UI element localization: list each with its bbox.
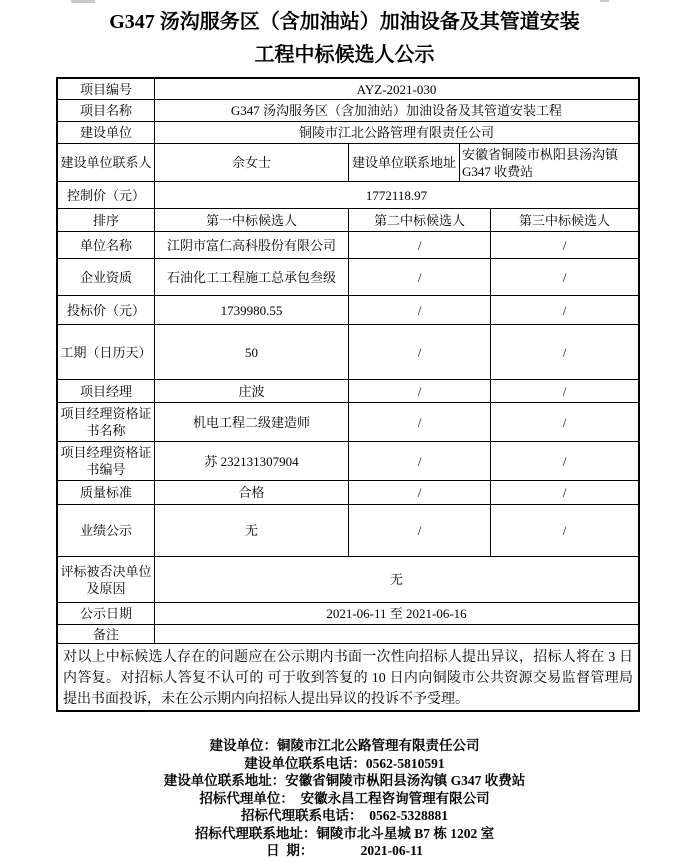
table-row-rejected <box>58 557 638 603</box>
table-row-project-number <box>58 79 638 100</box>
contact-address-label: 建设单位联系地址 <box>349 144 460 181</box>
screenshot-artifact-left <box>71 0 95 3</box>
bid-price-third: / <box>562 302 567 318</box>
table-row-contact <box>58 144 638 182</box>
rank-header-first: 第一中标候选人 <box>155 209 349 231</box>
rank-header-second: 第二中标候选人 <box>349 209 491 231</box>
project-manager-third: / <box>562 383 567 399</box>
duration-third: / <box>562 344 567 360</box>
table-row-bid-price <box>58 296 638 325</box>
remarks-value <box>155 625 638 643</box>
publicity-date-label: 公示日期 <box>58 603 155 624</box>
cert-name-first: 机电工程二级建造师 <box>155 403 349 441</box>
project-manager-label: 项目经理 <box>58 380 155 402</box>
signature-agent-phone: 招标代理联系电话： 0562-5328881 <box>241 808 448 823</box>
project-number-value: AYZ-2021-030 <box>356 81 437 97</box>
qualification-second: / <box>349 259 491 295</box>
cert-number-second: / <box>349 442 491 480</box>
cert-number-label: 项目经理资格证书编号 <box>58 442 155 480</box>
publicity-date-value: 2021-06-11 至 2021-06-16 <box>326 606 467 621</box>
table-row-control-price <box>58 182 638 209</box>
table-row-project-name <box>58 100 638 122</box>
signature-agent-address: 招标代理联系地址：铜陵市北斗星城 B7 栋 1202 室 <box>194 825 495 841</box>
rank-header-label: 排序 <box>58 209 155 231</box>
objection-notice: 对以上中标候选人存在的问题应在公示期内书面一次性向招标人提出异议，招标人将在 3 日内答复。对招标人答复不认可的 可于收到答复的 10 日内向铜陵市公共资源交易监督管理局提出书面投诉，未在公示期内向招标人提出异议的投诉不予受理。 <box>63 650 633 707</box>
quality-second: / <box>349 481 491 504</box>
quality-first: 合格 <box>155 481 349 504</box>
duration-label: 工期（日历天） <box>58 325 155 379</box>
project-name-label: 项目名称 <box>58 100 155 121</box>
contact-label: 建设单位联系人 <box>58 144 155 181</box>
signature-date: 日 期： 2021-06-11 <box>266 843 423 858</box>
table-row-cert-name <box>58 403 638 442</box>
cert-name-third: / <box>562 414 567 430</box>
table-row-project-manager <box>58 380 638 403</box>
performance-third: / <box>562 523 567 538</box>
control-price-label: 控制价（元） <box>58 182 155 208</box>
rejected-value: 无 <box>389 572 403 587</box>
project-manager-first: 庄波 <box>155 380 349 402</box>
qualification-label: 企业资质 <box>58 259 155 295</box>
qualification-third: / <box>562 269 567 285</box>
cert-name-label: 项目经理资格证书名称 <box>58 403 155 441</box>
table-row-cert-number <box>58 442 638 481</box>
screenshot-artifact-right <box>600 0 609 2</box>
owner-label: 建设单位 <box>58 122 155 143</box>
page-title <box>0 6 689 72</box>
table-row-remarks <box>58 625 638 644</box>
control-price-value: 1772118.97 <box>365 187 428 203</box>
qualification-first: 石油化工工程施工总承包叁级 <box>155 259 349 295</box>
project-number-label: 项目编号 <box>58 79 155 99</box>
table-row-qualification <box>58 259 638 296</box>
page-title-line2: 工程中标候选人公示 <box>254 44 435 66</box>
signature-owner-phone: 建设单位联系电话：0562-5810591 <box>244 755 445 771</box>
performance-second: / <box>349 505 491 556</box>
table-row-performance <box>58 505 638 557</box>
cert-name-second: / <box>349 403 491 441</box>
duration-first: 50 <box>155 325 349 379</box>
page-title-line1: G347 汤沟服务区（含加油站）加油设备及其管道安装 <box>109 11 580 33</box>
table-row-publicity-date <box>58 603 638 625</box>
bid-price-label: 投标价（元） <box>58 296 155 324</box>
table-row-owner <box>58 122 638 144</box>
rank-header-third: 第三中标候选人 <box>518 212 610 228</box>
contact-name: 佘女士 <box>155 144 349 181</box>
performance-label: 业绩公示 <box>58 505 155 556</box>
signature-owner-address: 建设单位联系地址：安徽省铜陵市枞阳县汤沟镇 G347 收费站 <box>163 773 526 788</box>
table-row-rank-header <box>58 209 638 232</box>
bid-price-first: 1739980.55 <box>155 296 349 324</box>
bid-price-second: / <box>349 296 491 324</box>
company-name-third: / <box>562 237 567 253</box>
contact-address-value: 安徽省铜陵市枞阳县汤沟镇G347 收费站 <box>462 146 619 179</box>
company-name-second: / <box>349 232 491 258</box>
quality-third: / <box>562 485 567 500</box>
table-row-duration <box>58 325 638 380</box>
table-row-company-name <box>58 232 638 259</box>
remarks-label: 备注 <box>58 625 155 643</box>
signature-agent: 招标代理单位： 安徽永昌工程咨询管理有限公司 <box>199 790 490 806</box>
announcement-table <box>56 77 640 712</box>
signature-owner: 建设单位：铜陵市江北公路管理有限责任公司 <box>209 738 480 753</box>
duration-second: / <box>349 325 491 379</box>
company-name-label: 单位名称 <box>58 232 155 258</box>
quality-label: 质量标准 <box>58 481 155 504</box>
project-manager-second: / <box>349 380 491 402</box>
company-name-first: 江阴市富仁高科股份有限公司 <box>155 232 349 258</box>
project-name-value: G347 汤沟服务区（含加油站）加油设备及其管道安装工程 <box>230 103 563 118</box>
rejected-label: 评标被否决单位及原因 <box>58 557 155 602</box>
owner-value: 铜陵市江北公路管理有限责任公司 <box>298 125 494 140</box>
cert-number-third: / <box>562 453 567 469</box>
performance-first: 无 <box>155 505 349 556</box>
cert-number-first: 苏 232131307904 <box>155 442 349 480</box>
table-row-quality <box>58 481 638 505</box>
signature-block <box>0 737 689 860</box>
